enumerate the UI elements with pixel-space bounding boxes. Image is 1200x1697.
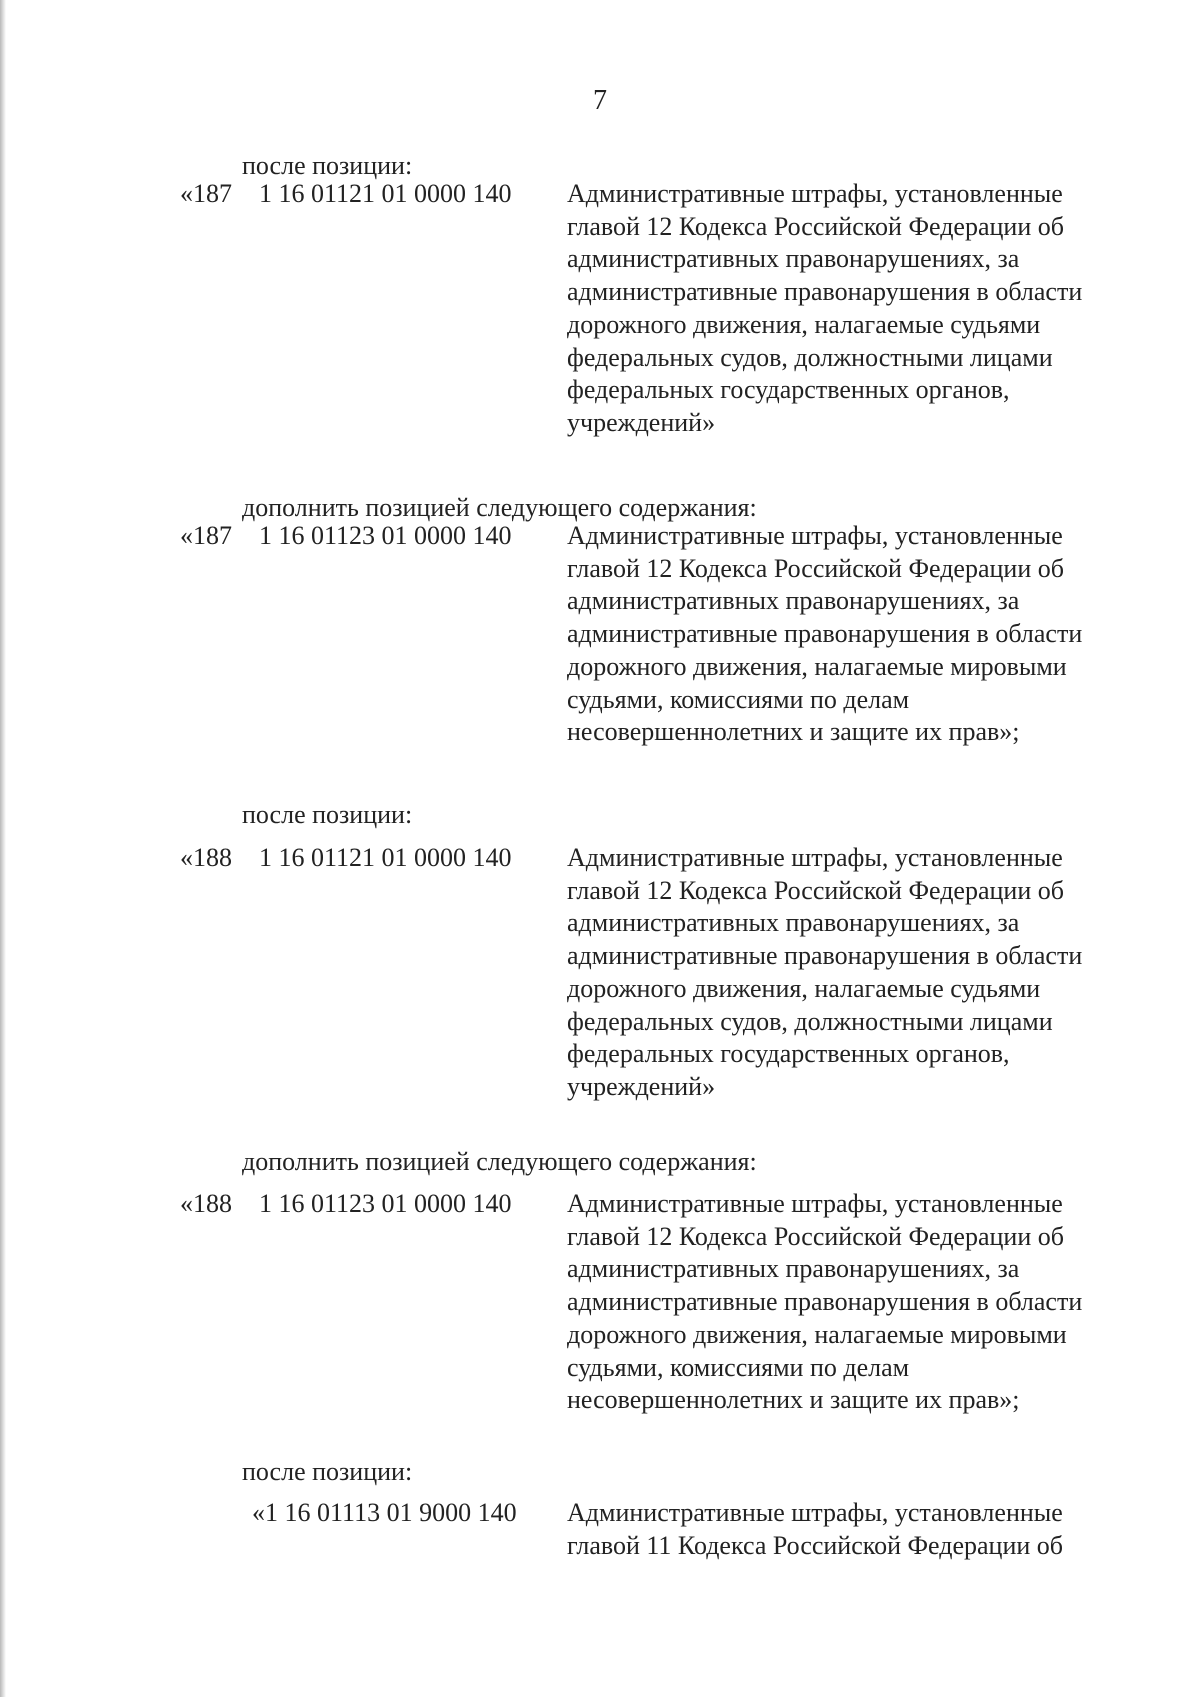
block-intro: после позиции: <box>242 151 413 180</box>
entry-number: «187 <box>180 179 232 208</box>
description-line: административных правонарушениях, за <box>567 1254 1020 1284</box>
scan-edge-shadow <box>0 0 6 1697</box>
entry-description <box>567 842 1167 1104</box>
description-line: административных правонарушениях, за <box>567 586 1020 616</box>
description-line: дорожного движения, налагаемые судьями <box>567 973 1041 1003</box>
description-line: судьями, комиссиями по делам <box>567 1352 910 1382</box>
description-line: дорожного движения, налагаемые мировыми <box>567 1319 1067 1349</box>
description-line: главой 12 Кодекса Российской Федерации об <box>567 211 1064 241</box>
description-line: административные правонарушения в области <box>567 277 1083 307</box>
description-line: несовершеннолетних и защите их прав»; <box>567 717 1020 747</box>
block-intro: после позиции: <box>242 800 413 829</box>
entry-number: «187 <box>180 521 232 550</box>
description-line: главой 12 Кодекса Российской Федерации об <box>567 875 1064 905</box>
entry-description <box>567 1497 1167 1562</box>
entry-description <box>567 178 1167 440</box>
entry-description <box>567 520 1167 749</box>
block-intro: дополнить позицией следующего содержания: <box>242 493 757 522</box>
description-line: главой 11 Кодекса Российской Федерации об <box>567 1530 1064 1560</box>
description-line: дорожного движения, налагаемые мировыми <box>567 651 1067 681</box>
block-intro: дополнить позицией следующего содержания: <box>242 1147 757 1176</box>
description-line: главой 12 Кодекса Российской Федерации об <box>567 1221 1064 1251</box>
description-line: федеральных судов, должностными лицами <box>567 342 1053 372</box>
description-line: главой 12 Кодекса Российской Федерации об <box>567 553 1064 583</box>
description-line: федеральных государственных органов, <box>567 375 1010 405</box>
page-number: 7 <box>593 85 607 116</box>
description-line: Административные штрафы, установленные <box>567 521 1063 550</box>
description-line: Административные штрафы, установленные <box>567 1498 1063 1527</box>
description-line: административные правонарушения в области <box>567 1287 1083 1317</box>
block-intro: после позиции: <box>242 1457 413 1486</box>
description-line: судьями, комиссиями по делам <box>567 684 910 714</box>
description-line: несовершеннолетних и защите их прав»; <box>567 1385 1020 1415</box>
description-line: Административные штрафы, установленные <box>567 1189 1063 1218</box>
budget-code: 1 16 01123 01 0000 140 <box>259 521 512 550</box>
budget-code: 1 16 01121 01 0000 140 <box>259 179 512 208</box>
description-line: Административные штрафы, установленные <box>567 843 1063 872</box>
entry-number: «188 <box>180 843 232 872</box>
description-line: административные правонарушения в области <box>567 941 1083 971</box>
budget-code: 1 16 01121 01 0000 140 <box>259 843 512 872</box>
description-line: административных правонарушениях, за <box>567 908 1020 938</box>
description-line: учреждений» <box>567 1071 716 1101</box>
description-line: административных правонарушениях, за <box>567 244 1020 274</box>
description-line: учреждений» <box>567 407 716 437</box>
entry-number: «188 <box>180 1189 232 1218</box>
description-line: федеральных судов, должностными лицами <box>567 1006 1053 1036</box>
description-line: Административные штрафы, установленные <box>567 179 1063 208</box>
entry-description <box>567 1188 1167 1417</box>
description-line: дорожного движения, налагаемые судьями <box>567 309 1041 339</box>
description-line: административные правонарушения в области <box>567 619 1083 649</box>
budget-code: «1 16 01113 01 9000 140 <box>252 1498 517 1527</box>
description-line: федеральных государственных органов, <box>567 1039 1010 1069</box>
budget-code: 1 16 01123 01 0000 140 <box>259 1189 512 1218</box>
